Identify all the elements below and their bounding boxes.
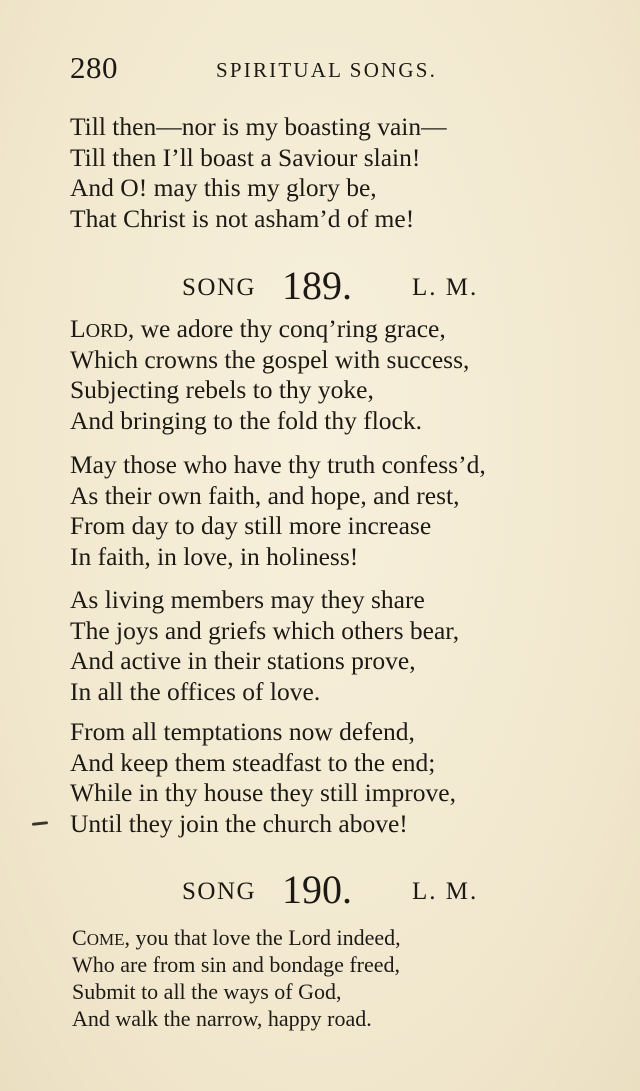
drop-initial: C [72,925,87,950]
verse-line: As their own faith, and hope, and rest, [70,480,460,510]
verse-line: Submit to all the ways of God, [72,979,342,1004]
song-meter: L. M. [412,878,479,905]
song-190-heading [0,866,640,916]
previous-song-stanza [70,112,447,234]
verse-line-rest: , we adore thy conq’ring grace, [127,314,446,343]
verse-line: Who are from sin and bondage freed, [72,952,401,977]
verse-line [70,314,469,345]
verse-line: As living members may they share [70,585,425,614]
verse-line-rest: , you that love the Lord indeed, [124,925,401,950]
verse-line: Until they join the church above! [70,808,408,838]
verse-line: And active in their stations prove, [70,646,416,675]
song-189-stanza-1 [70,314,469,436]
song-meter: L. M. [412,274,479,301]
verse-line: And O! may this my glory be, [70,173,377,202]
song-number: 189. [282,263,352,308]
song-189-heading [0,262,640,312]
verse-line: Which crowns the gospel with success, [70,344,470,374]
verse-line [72,924,401,951]
verse-line: The joys and griefs which others bear, [70,615,460,645]
margin-mark [32,821,48,826]
verse-line: From day to day still more increase [70,511,432,540]
verse-line: And keep them steadfast to the end; [70,747,436,777]
running-head [70,50,610,90]
verse-line: Till then—nor is my boasting vain— [70,112,447,141]
running-title: SPIRITUAL SONGS. [216,58,438,82]
small-caps-word: OME [86,930,125,949]
verse-line: And bringing to the fold thy flock. [70,405,422,435]
page-number: 280 [70,50,118,85]
verse-line: Till then I’ll boast a Saviour slain! [70,142,421,172]
song-189-stanza-2 [70,450,486,572]
song-190-stanza-1 [72,924,401,1032]
verse-line: In faith, in love, in holiness! [70,541,359,571]
drop-initial: L [70,314,86,343]
song-label: SONG [182,878,257,905]
song-189-stanza-3 [70,585,459,707]
verse-line: From all temptations now defend, [70,717,415,746]
verse-line: Subjecting rebels to thy yoke, [70,375,374,404]
small-caps-word: ORD [85,320,128,342]
verse-line: That Christ is not asham’d of me! [70,203,415,233]
song-189-stanza-4 [70,717,456,839]
verse-line: In all the offices of love. [70,676,321,706]
verse-line: And walk the narrow, happy road. [72,1006,372,1031]
song-number: 190. [282,867,352,912]
song-label: SONG [182,274,257,301]
verse-line: May those who have thy truth confess’d, [70,450,486,479]
verse-line: While in thy house they still improve, [70,778,456,807]
